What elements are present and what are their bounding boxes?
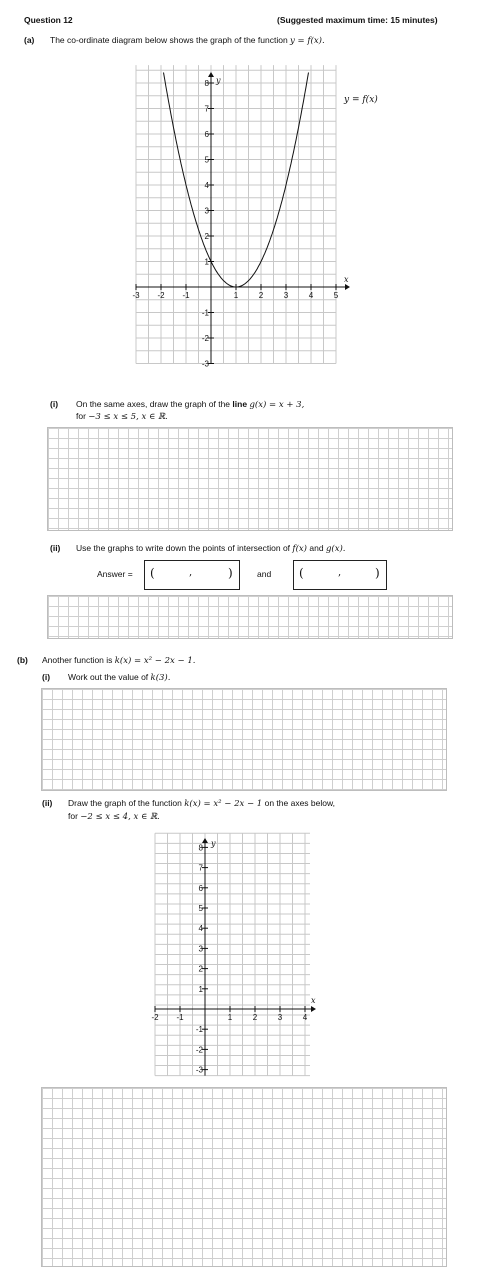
graph-b-y-tick-label: 1: [198, 984, 203, 994]
graph-b-x-tick-label: 2: [252, 1013, 258, 1022]
graph-b-y-arrow: [202, 838, 208, 843]
graph-a-axes: [136, 72, 350, 364]
graph-b-x-tick-label: 4: [302, 1013, 308, 1022]
part-a-intro-math: y = f(x).: [290, 36, 325, 46]
graph-b-x-arrow: [311, 1006, 316, 1012]
answer-grid-a-ii[interactable]: [47, 595, 453, 639]
graph-b-y-tick-label: 8: [198, 843, 203, 853]
graph-b-x-tick-label: -2: [151, 1013, 159, 1022]
part-b-intro-text: Another function is: [42, 655, 113, 665]
part-b-ii-for: for: [68, 811, 78, 821]
part-b-ii-text-after: on the axes below,: [264, 798, 336, 808]
answer-box-2-comma: ,: [338, 567, 342, 578]
graph-a-x-tick-label: -1: [182, 291, 190, 300]
answer-box-1-comma: ,: [189, 567, 193, 578]
part-b-i-text-before: Work out the value of: [68, 672, 149, 682]
graph-b: [145, 835, 330, 1080]
part-a-ii-text: [76, 543, 346, 554]
part-b-ii-domain: −2 ≤ x ≤ 4, x ∈ ℝ.: [80, 812, 160, 822]
part-b-ii-text-before: Draw the graph of the function: [68, 798, 182, 808]
graph-b-y-tick-label: 2: [198, 964, 203, 974]
graph-a-x-label: x: [344, 275, 349, 284]
graph-a-y-tick-label: 8: [204, 79, 209, 88]
answer-box-2[interactable]: [293, 560, 387, 590]
graph-a-x-tick-label: 1: [233, 291, 239, 300]
graph-a-y-tick-label: 3: [204, 206, 209, 216]
graph-a-y-tick-label: 4: [204, 181, 209, 190]
graph-a-x-tick-label: -2: [157, 291, 165, 300]
graph-a-y-tick-label: -3: [201, 359, 209, 369]
part-b-label: (b): [17, 655, 28, 665]
part-a-ii-g: g(x).: [325, 544, 346, 554]
and-label: and: [257, 569, 272, 579]
graph-b-y-tick-label: -1: [195, 1025, 203, 1035]
graph-b-x-tick-label: 1: [227, 1013, 233, 1022]
part-a-ii-f: f(x): [292, 544, 307, 554]
part-a-i-bold: line: [232, 399, 248, 409]
answer-box-1[interactable]: [144, 560, 240, 590]
graph-a-y-arrow: [208, 72, 214, 77]
graph-b-x-tick-label: 3: [277, 1013, 283, 1022]
graph-a-y-tick-label: 2: [204, 232, 209, 241]
graph-a-grid: [136, 65, 336, 363]
answer-grid-b-ii[interactable]: [41, 1087, 447, 1267]
graph-b-y-tick-label: 5: [198, 904, 203, 913]
part-a-i-text: On the same axes, draw the graph of the: [76, 399, 231, 409]
answer-box-2-close: ): [375, 566, 380, 580]
part-a-ii-text-before: Use the graphs to write down the points of intersection of: [76, 543, 291, 553]
graph-b-grid: [155, 833, 310, 1075]
graph-b-y-tick-label: 7: [198, 863, 203, 873]
answer-label: Answer =: [97, 569, 133, 579]
part-a-i-line1: [76, 399, 304, 410]
graph-a-y-tick-label: 6: [204, 130, 209, 139]
answer-box-1-close: ): [228, 566, 233, 580]
part-b-ii-line1: [68, 798, 335, 809]
part-b-i-math: k(3).: [150, 673, 171, 683]
graph-b-y-tick-label: 3: [198, 944, 203, 954]
graph-a-x-tick-label: -3: [132, 291, 140, 300]
part-a-i-line2: [76, 411, 168, 422]
graph-b-y-tick-label: 6: [198, 883, 203, 893]
graph-b-y-tick-label: -3: [195, 1065, 203, 1075]
part-a-i-math: g(x) = x + 3,: [249, 400, 305, 410]
graph-a-x-tick-label: 5: [333, 291, 339, 300]
part-b-ii-label: (ii): [42, 798, 53, 808]
graph-a-curve-label: y = f(x): [344, 95, 378, 105]
graph-a-x-tick-label: 2: [258, 291, 264, 300]
part-b-ii-line2: [68, 811, 160, 822]
graph-a-y-label: y: [216, 76, 221, 85]
part-a-i-for: for: [76, 411, 86, 421]
graph-a-x-tick-label: 3: [283, 291, 289, 300]
graph-a-y-tick-label: -2: [201, 334, 209, 343]
part-a-i-label: (i): [50, 399, 59, 409]
graph-b-y-label: y: [211, 839, 216, 848]
graph-b-y-tick-label: 4: [198, 924, 203, 934]
suggested-time: (Suggested maximum time: 15 minutes): [277, 15, 438, 25]
part-a-ii-and-text: and: [309, 543, 324, 553]
part-a-intro-text: The co-ordinate diagram below shows the graph of the function: [50, 35, 288, 45]
graph-b-y-tick-label: -2: [195, 1045, 203, 1055]
graph-a-y-tick-label: -1: [201, 308, 209, 318]
answer-box-1-open: (: [150, 566, 155, 580]
graph-a-y-tick-label: 1: [204, 257, 209, 267]
answer-grid-b-i[interactable]: [41, 688, 447, 791]
graph-a-y-tick-label: 5: [204, 155, 209, 165]
graph-b-x-tick-label: -1: [176, 1013, 184, 1022]
part-a-intro: [50, 35, 325, 46]
part-b-i-label: (i): [42, 672, 51, 682]
answer-grid-a-i[interactable]: [47, 427, 453, 531]
part-a-ii-label: (ii): [50, 543, 61, 553]
part-a-label: (a): [24, 35, 35, 45]
graph-a-x-arrow: [345, 284, 350, 290]
graph-a: [125, 70, 378, 375]
part-b-intro: [42, 655, 195, 666]
part-b-intro-math: k(x) = x² − 2x − 1.: [114, 656, 196, 666]
part-b-i-text: [68, 672, 170, 683]
part-b-ii-math: k(x) = x² − 2x − 1: [184, 799, 263, 809]
answer-box-2-open: (: [299, 566, 304, 580]
graph-b-x-label: x: [311, 996, 316, 1005]
part-a-i-domain: −3 ≤ x ≤ 5, x ∈ ℝ.: [88, 412, 168, 422]
graph-a-y-tick-label: 7: [204, 104, 209, 114]
graph-a-x-tick-label: 4: [308, 291, 314, 300]
question-number: Question 12: [24, 15, 73, 25]
